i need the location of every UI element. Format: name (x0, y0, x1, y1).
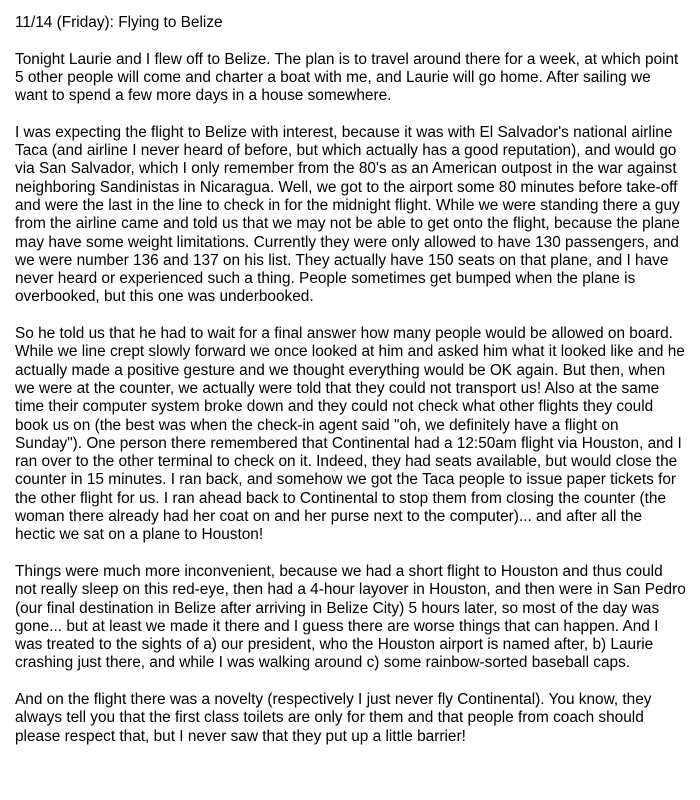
text-line: Sunday"). One person there remembered that Continental had a 12:50am flight via Houston, and I (15, 434, 682, 452)
text-line: overbooked, but this one was underbooked. (15, 288, 314, 306)
paragraph-3 (15, 325, 700, 545)
paragraph-4 (15, 563, 700, 673)
text-line: While we line crept slowly forward we once looked at him and asked him what it looked like and he (15, 343, 685, 361)
text-line: never heard or experienced such a thing. People sometimes get bumped when the plane is (15, 270, 636, 288)
text-line: via San Salvador, which I only remember from the 80's as an American outpost in the war against (15, 160, 677, 178)
text-line: Taca (and airline I never heard of before, but which actually has a good reputation), and would go (15, 142, 677, 160)
text-line: I was expecting the flight to Belize with interest, because it was with El Salvador's national airline (15, 123, 673, 141)
text-line: counter in 15 minutes. I ran back, and somehow we got the Taca people to issue paper tickets for (15, 471, 677, 489)
text-line: the other flight for us. I ran ahead back to Continental to stop them from closing the counter (the (15, 489, 667, 507)
paragraph-gap (15, 307, 700, 325)
entry-paragraphs (15, 51, 700, 746)
text-line: Tonight Laurie and I flew off to Belize. The plan is to travel around there for a week, at which point (15, 50, 679, 68)
text-line: And on the flight there was a novelty (respectively I just never fly Continental). You know, they (15, 690, 652, 708)
text-line: Things were much more inconvenient, because we had a short flight to Houston and thus could (15, 562, 663, 580)
text-line: (our final destination in Belize after arriving in Belize City) 5 hours later, so most of the day was (15, 599, 660, 617)
paragraph-gap (15, 673, 700, 691)
text-line: not really sleep on this red-eye, then had a 4-hour layover in Houston, and then were in San Pedro (15, 581, 686, 599)
paragraph-gap (15, 105, 700, 123)
text-line: 5 other people will come and charter a boat with me, and Laurie will go home. After sailing we (15, 68, 651, 86)
text-line: ran over to the other terminal to check on it. Indeed, they had seats available, but would close the (15, 453, 678, 471)
text-line: want to spend a few more days in a house somewhere. (15, 87, 392, 105)
text-line: woman there already had her coat on and her purse next to the computer)... and after all the (15, 508, 643, 526)
text-line: was treated to the sights of a) our president, who the Houston airport is named after, b) Laurie (15, 636, 654, 654)
text-line: So he told us that he had to wait for a final answer how many people would be allowed on board. (15, 325, 673, 343)
text-line: neighboring Sandinistas in Nicaragua. Well, we got to the airport some 80 minutes before take-off (15, 178, 678, 196)
text-line: we were at the counter, we actually were told that they could not transport us! Also at the same (15, 379, 660, 397)
text-line: hectic we sat on a plane to Houston! (15, 526, 264, 544)
text-line: we were number 136 and 137 on his list. They actually have 150 seats on that plane, and I have (15, 251, 669, 269)
text-line: time their computer system broke down and they could not check what other flights they could (15, 398, 654, 416)
document-body (15, 14, 700, 746)
text-line: always tell you that the first class toilets are only for them and that people from coach should (15, 709, 644, 727)
text-line: actually made a positive gesture and we thought everything would be OK again. But then, when (15, 361, 666, 379)
text-line: please respect that, but I never saw that they put up a little barrier! (15, 727, 466, 745)
text-line: book us on (the best was when the check-in agent said "oh, we definitely have a flight on (15, 416, 619, 434)
paragraph-gap (15, 545, 700, 563)
text-line: crashing just there, and while I was walking around c) some rainbow-sorted baseball caps. (15, 654, 631, 672)
text-line: and were the last in the line to check in for the midnight flight. While we were standing there a guy (15, 196, 680, 214)
paragraph-gap (15, 32, 700, 50)
paragraph-1 (15, 51, 700, 106)
text-line: gone... but at least we made it there and I guess there are worse things that can happen. And I (15, 617, 659, 635)
paragraph-5 (15, 691, 700, 746)
paragraph-2 (15, 124, 700, 307)
text-line: from the airline came and told us that we may not be able to get onto the flight, because the plane (15, 215, 680, 233)
entry-title: 11/14 (Friday): Flying to Belize (15, 14, 223, 31)
text-line: may have some weight limitations. Currently they were only allowed to have 130 passengers, and (15, 233, 679, 251)
